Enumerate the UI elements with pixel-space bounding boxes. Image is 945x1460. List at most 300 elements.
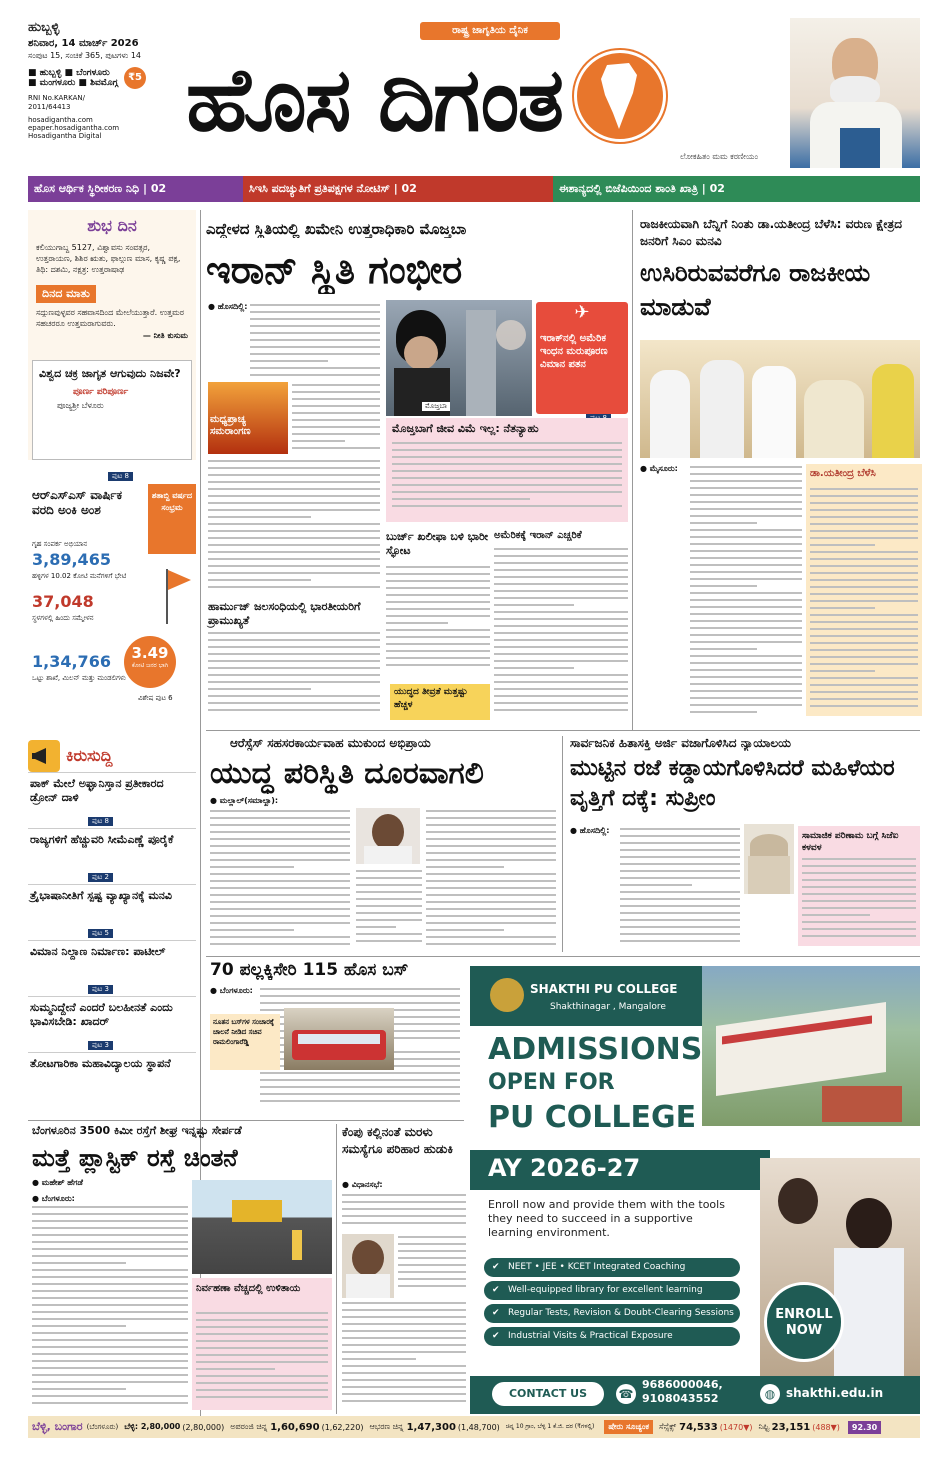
text-line <box>810 509 918 511</box>
rss-label-3: ಸ್ಥಳಗಳಲ್ಲಿ ಹಿಂದು ಸಮ್ಮೇಳನ <box>32 614 94 622</box>
text-line <box>810 635 918 637</box>
rss-number-2: 37,048 <box>32 592 94 611</box>
text-line <box>260 1002 460 1004</box>
supreme-body-1 <box>620 828 740 948</box>
text-line <box>392 477 622 479</box>
text-line <box>250 367 380 369</box>
plane-icon: ✈ <box>574 302 590 323</box>
yuddha-text: ಯುದ್ಧದ ತೀವ್ರತೆ ಮತ್ತಷ್ಟು ಹೆಚ್ಚಳ <box>394 687 468 710</box>
teaser-3-text: ಈಶಾನ್ಯದಲ್ಲಿ ಬಿಜೆಪಿಯಿಂದ ಶಾಂತಿ ಖಾತ್ರಿ <box>559 182 698 195</box>
epaper-link[interactable]: epaper.hosadigantha.com <box>28 124 120 132</box>
text-line <box>250 304 380 306</box>
text-line <box>196 1389 328 1391</box>
text-line <box>494 674 628 676</box>
kempu-body-1 <box>342 1194 466 1234</box>
ad-enroll-text: Enroll now and provide them with the tools they need to succeed in a supportive learning environment. <box>488 1198 725 1239</box>
text-line <box>690 655 802 657</box>
text-line <box>210 838 350 840</box>
text-line <box>392 442 622 444</box>
rajakiya-headline: ಉಸಿರಿರುವವರೆಗೂ ರಾಜಕೀಯ ಮಾಡುವೆ <box>640 259 871 321</box>
text-line <box>292 433 380 435</box>
text-line <box>208 688 311 690</box>
text-line <box>690 578 802 580</box>
text-line <box>356 870 422 872</box>
divider <box>562 736 563 952</box>
text-line <box>810 670 875 672</box>
text-line <box>810 523 918 525</box>
text-line <box>398 1264 466 1266</box>
text-line <box>356 933 422 935</box>
text-line <box>690 669 802 671</box>
mukund-dateline: ● ಮಲ್ಲಾಲ್(ಸಮಾಲ್ಖಾ): <box>210 796 279 805</box>
text-line <box>386 657 490 659</box>
text-line <box>210 943 350 945</box>
text-line <box>426 880 556 882</box>
text-line <box>494 548 628 550</box>
teaser-bar <box>28 176 920 202</box>
text-line <box>620 919 740 921</box>
text-line <box>208 674 380 676</box>
text-line <box>398 1285 466 1287</box>
kiru-item[interactable] <box>28 884 196 940</box>
rss-number-4: 3.49 <box>131 644 169 662</box>
text-line <box>426 817 556 819</box>
kempu-dateline: ● ವಿಧಾನಸಭೆ: <box>342 1180 383 1189</box>
text-line <box>32 1248 188 1250</box>
text-line <box>494 611 628 613</box>
bus-dateline: ● ಬೆಂಗಳೂರು: <box>210 986 253 995</box>
text-line <box>620 863 740 865</box>
text-line <box>810 537 918 539</box>
hormuz-body <box>208 632 380 722</box>
text-line <box>810 593 918 595</box>
text-line <box>386 594 490 596</box>
rss-badge: ಶತಾಬ್ದಿ ವರ್ಷದ ಸಂಭ್ರಮ <box>148 484 196 554</box>
text-line <box>690 480 802 482</box>
text-line <box>392 470 622 472</box>
kiru-item[interactable] <box>28 940 196 996</box>
text-line <box>810 558 918 560</box>
text-line <box>426 845 556 847</box>
text-line <box>398 1236 466 1238</box>
dina-author: — ನೀತಿ ಕುಸುಮ <box>142 331 188 340</box>
text-line <box>426 873 556 875</box>
ticker-share: ಷೇರು ಸೂಚ್ಯಂಕ <box>604 1420 653 1434</box>
text-line <box>802 886 916 888</box>
text-line <box>810 684 918 686</box>
text-line <box>210 929 294 931</box>
text-line <box>494 569 628 571</box>
issue-volume: ಸಂಪುಟ 15, ಸಂಚಿಕೆ 365, ಪುಟಗಳು 14 <box>28 51 141 60</box>
digital-link[interactable]: Hosadigantha Digital <box>28 132 102 140</box>
rss-label-n4: ಕೋಟಿ ಜನರ ಭಾಗಿ <box>131 662 169 669</box>
text-line <box>208 474 380 476</box>
text-line <box>260 1079 460 1081</box>
ad-feature-text: Industrial Visits & Practical Exposure <box>508 1331 673 1341</box>
text-line <box>208 530 380 532</box>
text-line <box>690 494 802 496</box>
ticker-nifty-change: (488▼) <box>812 1422 840 1432</box>
text-line <box>810 530 918 532</box>
text-line <box>208 572 380 574</box>
text-line <box>690 550 802 552</box>
text-line <box>32 1325 126 1327</box>
bus-headline: 70 ಪಲ್ಲಕ್ಕಿಸೇರಿ 115 ಹೊಸ ಬಸ್ <box>210 960 409 980</box>
text-line <box>196 1368 275 1370</box>
rajakiya-box <box>806 464 922 716</box>
text-line <box>210 810 350 812</box>
text-line <box>802 900 916 902</box>
text-line <box>342 1215 466 1217</box>
rss-circle <box>124 636 176 688</box>
text-line <box>196 1326 328 1328</box>
text-line <box>426 943 556 945</box>
iran-dateline: ● ಹೊಸದಿಲ್ಲಿ: <box>208 302 248 311</box>
ticker-gold24-prev: (1,62,220) <box>321 1422 364 1432</box>
text-line <box>802 928 916 930</box>
text-line <box>494 632 628 634</box>
ticker-nifty: 23,151 <box>771 1421 811 1433</box>
text-line <box>386 636 490 638</box>
text-line <box>802 914 870 916</box>
bus-photo <box>284 1008 394 1070</box>
text-line <box>32 1290 188 1292</box>
website[interactable]: hosadigantha.com <box>28 116 93 124</box>
iran-kicker: ಎದ್ದೇಳದ ಸ್ಥಿತಿಯಲ್ಲಿ ಖಮೇನಿ ಉತ್ತರಾಧಿಕಾರಿ ಮೊಜ್ತಬಾ <box>206 220 467 238</box>
text-line <box>250 374 380 376</box>
text-line <box>426 894 556 896</box>
text-line <box>208 702 380 704</box>
text-line <box>620 884 692 886</box>
text-line <box>208 537 380 539</box>
text-line <box>356 898 422 900</box>
text-line <box>210 845 350 847</box>
issue-date: ಶನಿವಾರ, 14 ಮಾರ್ಚ್ 2026 <box>28 38 139 49</box>
text-line <box>620 835 740 837</box>
text-line <box>690 711 757 713</box>
text-line <box>342 1351 466 1353</box>
text-line <box>250 346 380 348</box>
burj-body <box>386 566 490 676</box>
ad-h3: PU COLLEGE <box>488 1100 697 1135</box>
text-line <box>342 1337 466 1339</box>
ticker-silver: ಬೆಳ್ಳಿ: 2,80,000 <box>124 1422 181 1431</box>
text-line <box>196 1382 328 1384</box>
text-line <box>342 1222 466 1224</box>
text-line <box>32 1262 126 1264</box>
text-line <box>292 398 380 400</box>
text-line <box>32 1297 188 1299</box>
text-line <box>32 1332 188 1334</box>
yuddha-box <box>390 684 490 720</box>
text-line <box>690 599 802 601</box>
text-line <box>810 698 918 700</box>
burj-head: ಬುರ್ಜ್ ಖಲೀಫಾ ಬಳಿ ಭಾರೀ ಸ್ಫೋಟ <box>386 530 489 557</box>
iran-headline: ಇರಾನ್ ಸ್ಥಿತಿ ಗಂಭೀರ <box>206 248 463 292</box>
iran-body-3 <box>208 460 380 594</box>
text-line <box>250 360 328 362</box>
text-line <box>250 339 380 341</box>
iraq-text: ಇರಾಕ್‌ನಲ್ಲಿ ಅಮೆರಿಕ ಇಂಧನ ಮರುಪೂರಣ ವಿಮಾನ ಪತನ <box>540 333 608 370</box>
kiru-item-title: ಸುಮ್ಮನಿದ್ದೇನೆ ಎಂದರೆ ಬಲಹೀನತೆ ಎಂದು ಭಾವಿಸಬೇಡಿ: ಖಾದರ್ <box>30 1001 173 1028</box>
text-line <box>342 1330 466 1332</box>
kiru-item-page: ಪುಟ 3 <box>88 985 113 994</box>
kempu-body-3 <box>342 1302 466 1410</box>
shubha-title: ಶುಭ ದಿನ <box>87 216 137 235</box>
text-line <box>208 660 380 662</box>
text-line <box>398 1271 466 1273</box>
college-logo-icon <box>490 978 524 1012</box>
court-photo <box>744 824 794 894</box>
text-line <box>32 1402 188 1404</box>
text-line <box>690 585 757 587</box>
supreme-kicker: ಸಾರ್ವಜನಿಕ ಹಿತಾಸಕ್ತಿ ಅರ್ಜಿ ವಜಾಗೊಳಿಸಿದ ನ್ಯಾಯಾಲಯ <box>570 736 791 750</box>
text-line <box>292 426 380 428</box>
text-line <box>392 449 622 451</box>
text-line <box>620 891 740 893</box>
rss-label-4: ಒಟ್ಟು ಶಾಖೆ, ಮಿಲನ್ ಮತ್ತು ಮಂಡಲಿಗಳು <box>32 674 126 682</box>
ad-h2: OPEN FOR <box>488 1070 615 1095</box>
rni-number: RNI No.KARKAN/ 2011/64413 <box>28 94 85 111</box>
text-line <box>810 565 918 567</box>
text-line <box>342 1379 466 1381</box>
text-line <box>210 880 350 882</box>
text-line <box>392 484 622 486</box>
text-line <box>690 648 757 650</box>
text-line <box>386 615 490 617</box>
text-line <box>426 831 556 833</box>
check-icon: ✔ <box>492 1285 500 1295</box>
text-line <box>810 551 918 553</box>
text-line <box>690 543 802 545</box>
text-line <box>494 590 628 592</box>
text-line <box>810 628 918 630</box>
ad-h1: ADMISSIONS <box>488 1032 703 1067</box>
text-line <box>208 695 380 697</box>
divider <box>28 1120 464 1121</box>
ticker-gold22: 1,47,300 <box>406 1421 456 1433</box>
text-line <box>208 544 380 546</box>
text-line <box>690 571 802 573</box>
text-line <box>260 1072 460 1074</box>
text-line <box>494 562 628 564</box>
hormuz-head: ಹಾರ್ಮುಜ್ ಜಲಸಂಧಿಯಲ್ಲಿ ಭಾರತೀಯರಿಗೆ ಪ್ರಾಮುಖ್ಯತೆ <box>208 600 361 627</box>
text-line <box>386 580 490 582</box>
text-line <box>690 704 802 706</box>
masthead-left-info <box>28 20 188 170</box>
kiru-item[interactable] <box>28 996 196 1052</box>
text-line <box>690 697 802 699</box>
megaphone-icon <box>28 740 60 772</box>
text-line <box>260 1086 460 1088</box>
text-line <box>426 887 556 889</box>
text-line <box>398 1278 466 1280</box>
text-line <box>196 1312 328 1314</box>
text-line <box>690 557 802 559</box>
kempu-headline: ಕೆಂಪು ಕಲ್ಲಿನಂತೆ ಮರಳು ಸಮಸ್ಯೆಗೂ ಪರಿಹಾರ ಹುಡುಕಿ <box>342 1125 453 1156</box>
teaser-2[interactable]: ಸಿಇಸಿ ಪದಚ್ಯುತಿಗೆ ಪ್ರತಿಪಕ್ಷಗಳ ನೋಟಿಸ್ | 02 <box>243 176 553 202</box>
kiru-item[interactable] <box>28 772 196 828</box>
ticker-gold22-label: ಆಭರಣ ಚಿನ್ನ <box>369 1422 404 1431</box>
kiru-list <box>28 772 196 1108</box>
text-line <box>196 1340 328 1342</box>
text-line <box>342 1194 466 1196</box>
text-line <box>210 887 350 889</box>
ad-phone[interactable]: 9686000046, 9108043552 <box>642 1378 723 1405</box>
text-line <box>690 536 802 538</box>
ad-site[interactable]: shakthi.edu.in <box>786 1386 884 1400</box>
text-line <box>260 1093 460 1095</box>
supreme-headline: ಮುಟ್ಟಿನ ರಜೆ ಕಡ್ಡಾಯಗೊಳಿಸಿದರೆ ಮಹಿಳೆಯರ ವೃತ್ತಿಗೆ ದಕ್ಕೆ: ಸುಪ್ರೀಂ <box>570 756 895 811</box>
text-line <box>392 456 622 458</box>
kiru-item-title: ಪಾಕ್ ಮೇಲೆ ಅಫ್ಘಾನಿಸ್ತಾನ ಪ್ರತೀಕಾರದ ಡ್ರೋನ್ ದಾಳಿ <box>30 777 164 804</box>
text-line <box>342 1302 466 1304</box>
text-line <box>620 912 740 914</box>
iran-body-1 <box>250 304 380 384</box>
divider <box>336 1124 337 1414</box>
contact-button[interactable] <box>492 1382 604 1406</box>
text-line <box>342 1365 466 1367</box>
text-line <box>342 1400 466 1402</box>
text-line <box>810 488 918 490</box>
college-place: Shakthinagar , Mangalore <box>550 1002 666 1012</box>
mojtaba-caption: ಮೊಜ್ತಬಾ <box>422 402 450 411</box>
divider <box>206 956 920 957</box>
text-line <box>690 508 802 510</box>
mojtaba-photo <box>386 300 532 416</box>
text-line <box>356 884 422 886</box>
mukund-headline: ಯುದ್ಧ ಪರಿಸ್ಥಿತಿ ದೂರವಾಗಲಿ <box>210 756 484 791</box>
bus-box-text: ನೂತನ ಬಸ್‌ಗಳ ಸಂಚಾರಕ್ಕೆ ಚಾಲನೆ ನೀಡಿದ ಸಚಿವ ರಾಮಲಿಂಗಾರೆಡ್ಡಿ <box>213 1018 275 1046</box>
text-line <box>342 1309 466 1311</box>
text-line <box>292 405 380 407</box>
text-line <box>802 907 916 909</box>
text-line <box>690 627 802 629</box>
text-line <box>210 908 350 910</box>
text-line <box>494 625 628 627</box>
text-line <box>494 639 628 641</box>
vichar-page <box>108 463 133 482</box>
text-line <box>210 831 350 833</box>
text-line <box>32 1206 188 1208</box>
kiru-item[interactable] <box>28 828 196 884</box>
dina-text: ಸದ್ಗುಣವುಳ್ಳವರ ಸಹವಾಸದಿಂದ ಮೇಲೆಯುತ್ತಾರೆ. ಉತ್ತಮರ ಸಹಚರರೂ ಉತ್ತಮರಾಗುವರು. <box>36 308 184 328</box>
text-line <box>208 579 311 581</box>
phone-icon: ☎ <box>616 1384 636 1404</box>
text-line <box>810 586 918 588</box>
text-line <box>210 894 350 896</box>
text-line <box>208 495 380 497</box>
text-line <box>32 1318 188 1320</box>
tagline-banner: ರಾಷ್ಟ್ರ ಜಾಗೃತಿಯ ದೈನಿಕ <box>420 22 560 40</box>
text-line <box>802 935 916 937</box>
title-text: ಹೊಸ ದಿಗಂತ <box>186 48 563 151</box>
text-line <box>210 873 350 875</box>
text-line <box>810 705 918 707</box>
ad-feature <box>484 1281 740 1300</box>
teaser-1[interactable]: ಹೊಸ ಆರ್ಥಿಕ ಸ್ಥಿರೀಕರಣ ನಿಧಿ | 02 <box>28 176 243 202</box>
text-line <box>356 891 422 893</box>
text-line <box>342 1201 466 1203</box>
text-line <box>690 522 757 524</box>
text-line <box>292 419 380 421</box>
divider <box>206 730 920 731</box>
enroll-button[interactable] <box>764 1282 844 1362</box>
text-line <box>342 1316 466 1318</box>
text-line <box>810 607 875 609</box>
text-line <box>620 905 740 907</box>
contact-label: CONTACT US <box>508 1387 588 1400</box>
text-line <box>810 502 918 504</box>
text-line <box>398 1250 466 1252</box>
text-line <box>810 614 918 616</box>
rss-number-1: 3,89,465 <box>32 550 111 569</box>
text-line <box>32 1213 188 1215</box>
text-line <box>196 1347 328 1349</box>
text-line <box>810 495 918 497</box>
teaser-3[interactable]: ಈಶಾನ್ಯದಲ್ಲಿ ಬಿಜೆಪಿಯಿಂದ ಶಾಂತಿ ಖಾತ್ರಿ | 02 <box>553 176 920 202</box>
bus-box <box>210 1014 280 1070</box>
text-line <box>210 936 350 938</box>
text-line <box>342 1372 466 1374</box>
text-line <box>494 681 628 683</box>
pink-box <box>386 418 628 522</box>
flag-icon <box>163 564 193 624</box>
text-line <box>260 1100 460 1102</box>
text-line <box>620 870 740 872</box>
leader-photo <box>790 18 920 168</box>
vichar-page-label: ಪುಟ 8 <box>108 472 133 481</box>
text-line <box>810 649 918 651</box>
mukund-kicker: ಆರೆಸ್ಸೆಸ್ ಸಹಸರಕಾರ್ಯವಾಹ ಮುಕುಂದ ಅಭಿಪ್ರಾಯ <box>230 736 431 750</box>
ad-feature <box>484 1258 740 1277</box>
text-line <box>494 576 628 578</box>
text-line <box>208 509 380 511</box>
rss-report-box <box>28 484 196 712</box>
plastic-box <box>192 1278 332 1410</box>
text-line <box>250 311 380 313</box>
enroll-button-label: ENROLL NOW <box>775 1307 833 1338</box>
text-line <box>802 893 916 895</box>
kiru-item[interactable] <box>28 1052 196 1108</box>
text-line <box>392 498 530 500</box>
text-line <box>690 662 802 664</box>
text-line <box>690 473 802 475</box>
ticker-gold24: 1,60,690 <box>270 1421 320 1433</box>
text-line <box>802 921 916 923</box>
college-ad[interactable] <box>470 966 920 1414</box>
text-line <box>802 858 916 860</box>
vichar-box[interactable] <box>32 360 192 460</box>
america-head: ಅಮೆರಿಕಕ್ಕೆ ಇರಾನ್ ಎಚ್ಚರಿಕೆ <box>494 530 582 541</box>
text-line <box>620 933 740 935</box>
text-line <box>620 940 740 942</box>
text-line <box>810 572 918 574</box>
text-line <box>810 642 918 644</box>
supreme-dateline: ● ಹೊಸದಿಲ್ಲಿ: <box>570 826 610 835</box>
ticker-label: ಬೆಳ್ಳಿ, ಬಂಗಾರ <box>32 1420 83 1433</box>
vichar-question: ವಿಶ್ವದ ಚಕ್ರ ಜಾಗೃತ ಆಗುವುದು ನಿಜವೇ? <box>39 367 181 380</box>
text-line <box>494 618 628 620</box>
rss-label-2: ಹಳ್ಳಿಗಳ 10.02 ಕೋಟಿ ಮನೆಗಳಿಗೆ ಭೇಟಿ <box>32 572 127 580</box>
text-line <box>690 487 802 489</box>
text-line <box>426 901 556 903</box>
text-line <box>208 481 380 483</box>
text-line <box>620 842 740 844</box>
text-line <box>196 1396 328 1398</box>
text-line <box>32 1241 188 1243</box>
text-line <box>196 1375 328 1377</box>
